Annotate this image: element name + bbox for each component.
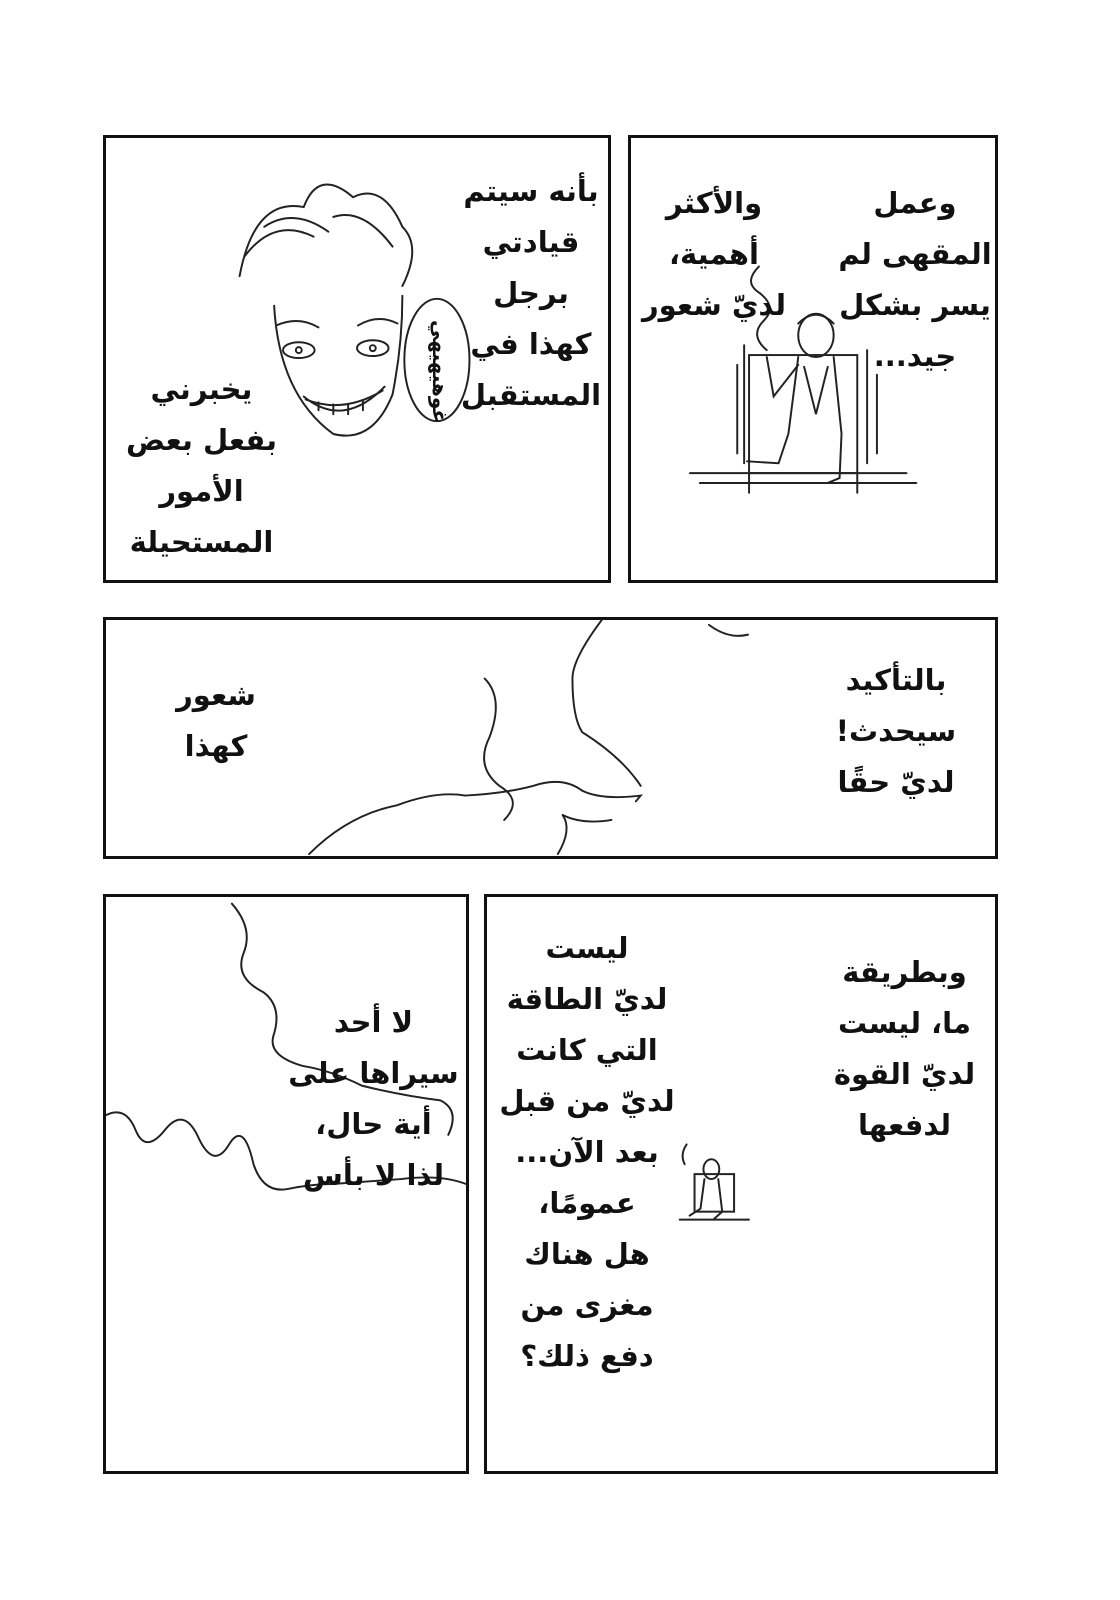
narration-caption-right: وبطريقة ما، ليست لديّ القوة لدفعها <box>833 955 976 1142</box>
narration-caption-middle: ليست لديّ الطاقة التي كانت لديّ من قبل بعد الآن... عمومًا، هل هناك مغزى من دفع ذلك؟ <box>499 931 675 1373</box>
narration-caption-bottom: يخبرني بفعل بعض الأمور المستحيلة <box>126 372 277 559</box>
panel-middle <box>103 617 998 859</box>
speech-bubble-sfx: غوهيهيهي <box>428 319 452 423</box>
narration-caption-left: شعور كهذا <box>176 678 256 763</box>
narration-caption: لا أحد سيراها على أية حال، لذا لا بأس <box>288 1005 459 1192</box>
panel-bottom-right <box>484 894 998 1474</box>
narration-caption-right: وعمل المقهى لم يسر بشكل جيد... <box>838 186 992 373</box>
narration-caption-left: والأكثر أهمية، لديّ شعور <box>641 186 787 322</box>
narration-caption-top: بأنه سيتم قيادتي برجل كهذا في المستقبل <box>460 174 602 412</box>
narration-caption-right: بالتأكيد سيحدث! لديّ حقًا <box>835 663 957 799</box>
panel-top-right <box>628 135 998 583</box>
panel-bottom-left <box>103 894 469 1474</box>
panel-top-left <box>103 135 611 583</box>
